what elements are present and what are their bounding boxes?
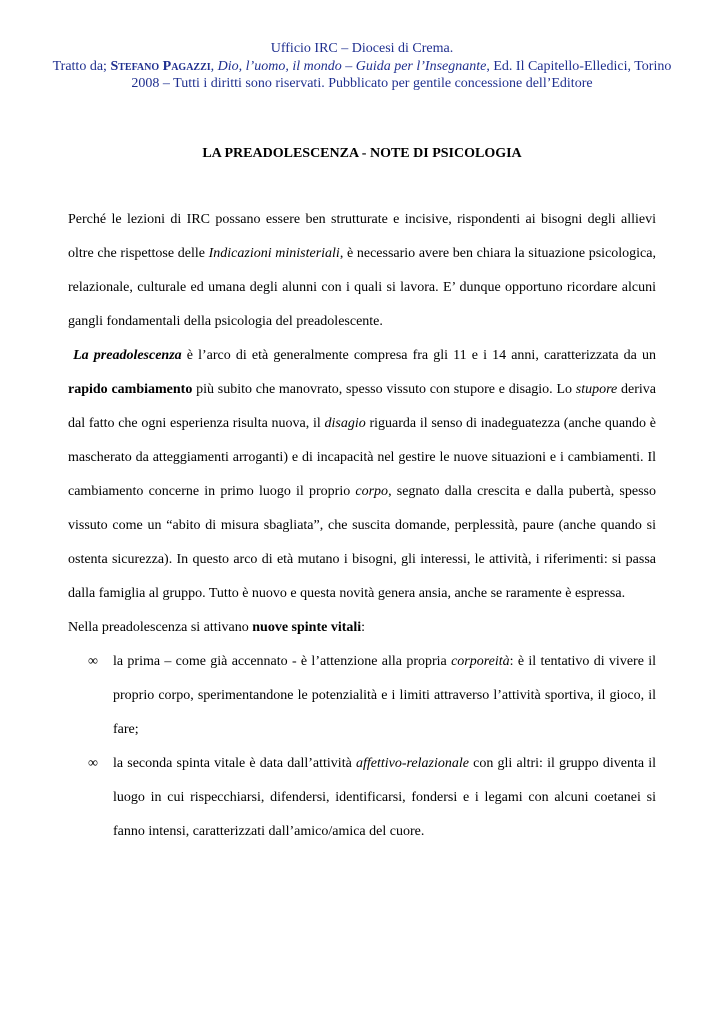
vital-drives-intro [68,611,656,645]
intro-paragraph [68,203,656,339]
italic-run: disagio [324,416,366,431]
italic-run: affettivo-relazionale [355,756,469,771]
source-rest: , Ed. Il Capitello-Elledici, Torino 2008 – Tutti i diritti sono riservati. Pubblicato per gentile concessione dell’Editore [131,58,672,91]
italic-run: stupore [575,382,618,397]
text-run: più subito che manovrato, spesso vissuto con stupore e disagio. Lo [192,382,576,397]
italic-run: corpo [355,484,389,499]
text-run: Perché le lezioni di IRC possano essere ben strutturate e incisive, rispondenti ai bisogni degli allievi oltre che rispettose delle [68,212,656,261]
list-item [68,645,656,747]
text-run: con gli altri: il gruppo diventa il luogo in cui rispecchiarsi, difendersi, identificarsi, fondersi e i legami con alcuni coetanei si fanno intensi, caratterizzati dall’amico/amica del cuore. [113,756,657,839]
text-run: , segnato dalla crescita e dalla pubertà, spesso vissuto come un “abito di misura sbagliata”, che suscita domande, perplessità, paure (anche quando si ostenta sicurezza). In questo arco di età mutano i bisogni, gli interessi, le attività, i riferimenti: si passa dalla famiglia al gruppo. Tutto è nuovo e questa novità genera ansia, anche se raramente è espressa. [68,484,656,601]
list-item [68,747,656,849]
text-run: deriva dal fatto che ogni esperienza risulta nuova, il [68,382,656,431]
book-title: Dio, l’uomo, il mondo – Guida per l’Insegnante [217,58,487,74]
document-body [68,203,656,849]
bold-italic-run: La preadolescenza [73,348,182,363]
italic-run: Indicazioni ministeriali [208,246,340,261]
text-run: Nella preadolescenza si attivano [68,620,253,635]
infinity-bullet-icon: ∞ [88,756,98,771]
text-run: è l’arco di età generalmente compresa fra gli 11 e i 14 anni, caratterizzata da un [181,348,656,363]
text-run: riguarda il senso di inadeguatezza (anche quando è mascherato da atteggiamenti arroganti) e di incapacità nel gestire le nuove situazioni e i cambiamenti. Il cambiamento concerne in primo luogo il proprio [68,416,656,499]
text-run: : [361,620,366,635]
text-run: : è il tentativo di vivere il proprio corpo, sperimentandone le potenzialità e i limiti attraverso l’attività sportiva, il gioco, il fare; [113,654,656,737]
comma: , [210,58,218,74]
text-run: , è necessario avere ben chiara la situazione psicologica, relazionale, culturale ed umana degli alunni con i quali si lavora. E’ dunque opportuno ricordare alcuni gangli fondamentali della psicologia del preadolescente. [68,246,656,329]
bold-run: rapido cambiamento [68,382,193,397]
source-header [40,40,684,93]
source-prefix: Tratto da; [52,58,111,74]
text-run: la prima – come già accennato - è l’attenzione alla propria [113,654,452,669]
text-run: la seconda spinta vitale è data dall’attività [113,756,356,771]
source-citation [53,59,672,92]
bold-run: nuove spinte vitali [252,620,362,635]
vital-drives-list [68,645,656,849]
preadolescence-paragraph [68,339,656,611]
infinity-bullet-icon: ∞ [88,654,98,669]
office-line: Ufficio IRC – Diocesi di Crema. [270,41,454,56]
document-title: LA PREADOLESCENZA - NOTE DI PSICOLOGIA [202,146,522,161]
author-name: Stefano Pagazzi [110,58,211,74]
italic-run: corporeità [451,654,510,669]
